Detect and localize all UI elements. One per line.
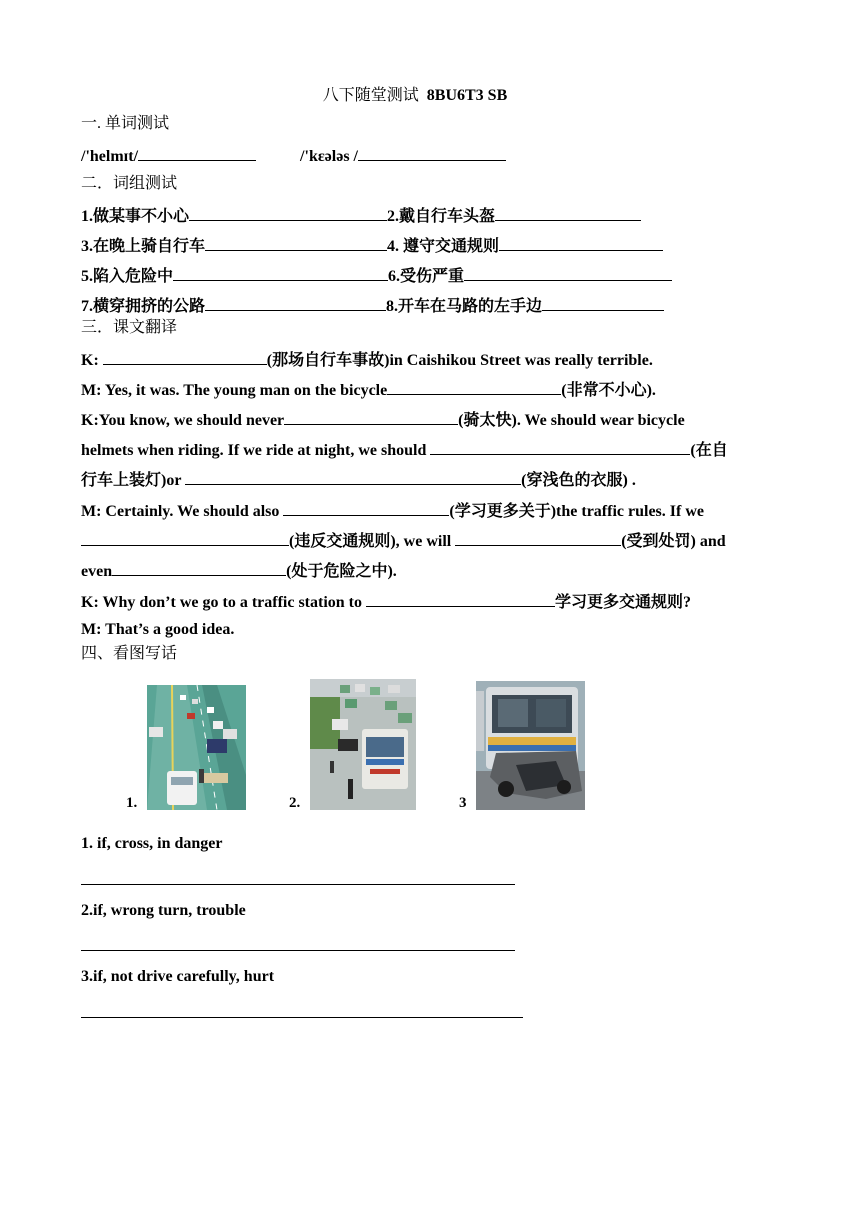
- phrase-7-blank[interactable]: [205, 294, 386, 311]
- l4-text-a: helmets when riding. If we ride at night, we should: [81, 442, 431, 459]
- picture-1-label: 1.: [126, 795, 138, 811]
- l2-text-b: (非常不小心).: [561, 382, 656, 399]
- picture-3-label: 3: [459, 795, 467, 811]
- phrase-4: 4. 遵守交通规则: [387, 238, 500, 255]
- phrase-6-blank[interactable]: [464, 264, 672, 281]
- l3-blank[interactable]: [284, 408, 458, 425]
- l1-text-b: (那场自行车事故)in Caishikou Street was really terrible.: [266, 352, 653, 369]
- translation-line-8: [81, 559, 397, 582]
- answer-line-2[interactable]: [81, 950, 515, 951]
- phrase-8-blank[interactable]: [542, 294, 664, 311]
- title-cn: 八下随堂测试: [322, 87, 419, 104]
- translation-line-5: [81, 468, 636, 491]
- section3-heading: 三．课文翻译: [81, 319, 178, 336]
- translation-line-4: [81, 438, 728, 461]
- word2-phonetic: /'kɛələs /: [300, 148, 358, 165]
- translation-line-10: M: That’s a good idea.: [81, 621, 235, 638]
- phrase-7: 7.横穿拥挤的公路: [81, 298, 206, 315]
- phrase-row-1: [81, 204, 641, 227]
- section1-heading: 一. 单词测试: [81, 115, 170, 132]
- l7-blank-1[interactable]: [81, 529, 289, 546]
- l6-text-b: (学习更多关于)the traffic rules. If we: [449, 503, 704, 520]
- l9-blank[interactable]: [366, 590, 555, 607]
- phrase-3-blank[interactable]: [205, 234, 387, 251]
- phrase-1: 1.做某事不小心: [81, 208, 190, 225]
- l9-text-b: 学习更多交通规则?: [555, 594, 692, 611]
- word2-blank[interactable]: [358, 144, 506, 161]
- phrase-8: 8.开车在马路的左手边: [386, 298, 543, 315]
- translation-line-2: [81, 378, 656, 401]
- l5-text-b: (穿浅色的衣服) .: [521, 472, 636, 489]
- phrase-5: 5.陷入危险中: [81, 268, 174, 285]
- picture-3-crash: [476, 681, 585, 810]
- l7-text-b: (违反交通规则), we will: [289, 533, 456, 550]
- l6-text-a: M: Certainly. We should also: [81, 503, 284, 520]
- phrase-1-blank[interactable]: [189, 204, 387, 221]
- word1-phonetic: /'helmɪt/: [81, 148, 139, 165]
- word1-blank[interactable]: [138, 144, 256, 161]
- title-code: 8BU6T3 SB: [426, 87, 508, 104]
- translation-line-1: [81, 348, 653, 371]
- phrase-4-blank[interactable]: [499, 234, 663, 251]
- l7-text-c: (受到处罚) and: [621, 533, 726, 550]
- l9-text-a: K: Why don’t we go to a traffic station to: [81, 594, 367, 611]
- answer-line-1[interactable]: [81, 884, 515, 885]
- answer-line-3[interactable]: [81, 1017, 523, 1018]
- phrase-5-blank[interactable]: [173, 264, 388, 281]
- translation-line-9: [81, 590, 691, 613]
- picture-1-road: [147, 685, 246, 810]
- l6-blank[interactable]: [283, 499, 449, 516]
- prompt-3: 3.if, not drive carefully, hurt: [81, 968, 275, 985]
- l4-text-b: (在自: [690, 442, 728, 459]
- phrase-2: 2.戴自行车头盔: [387, 208, 496, 225]
- l4-blank[interactable]: [430, 438, 690, 455]
- l5-text-a: 行车上装灯)or: [81, 472, 186, 489]
- prompt-1: 1. if, cross, in danger: [81, 835, 223, 852]
- phrase-2-blank[interactable]: [495, 204, 641, 221]
- translation-line-7: [81, 529, 726, 552]
- l3-text-a: K:You know, we should never: [81, 412, 285, 429]
- prompt-2: 2.if, wrong turn, trouble: [81, 902, 246, 919]
- word-test-row: [81, 144, 506, 167]
- phrase-6: 6.受伤严重: [388, 268, 465, 285]
- page-title: [0, 86, 830, 106]
- picture-2-bus: [310, 679, 416, 810]
- section2-heading: 二．词组测试: [81, 175, 178, 192]
- l7-blank-2[interactable]: [455, 529, 621, 546]
- l8-text-b: (处于危险之中).: [286, 563, 397, 580]
- l1-blank[interactable]: [103, 348, 267, 365]
- l2-text-a: M: Yes, it was. The young man on the bicycle: [81, 382, 388, 399]
- l2-blank[interactable]: [387, 378, 561, 395]
- phrase-row-2: [81, 234, 663, 257]
- l8-blank[interactable]: [112, 559, 286, 576]
- translation-line-3: [81, 408, 685, 431]
- l3-text-b: (骑太快). We should wear bicycle: [458, 412, 685, 429]
- l8-text-a: even: [81, 563, 113, 580]
- phrase-row-4: [81, 294, 664, 317]
- phrase-3: 3.在晚上骑自行车: [81, 238, 206, 255]
- l1-text-a: K:: [81, 352, 103, 369]
- l5-blank[interactable]: [185, 468, 521, 485]
- phrase-row-3: [81, 264, 672, 287]
- translation-line-6: [81, 499, 704, 522]
- picture-2-label: 2.: [289, 795, 301, 811]
- section4-heading: 四、看图写话: [81, 645, 178, 662]
